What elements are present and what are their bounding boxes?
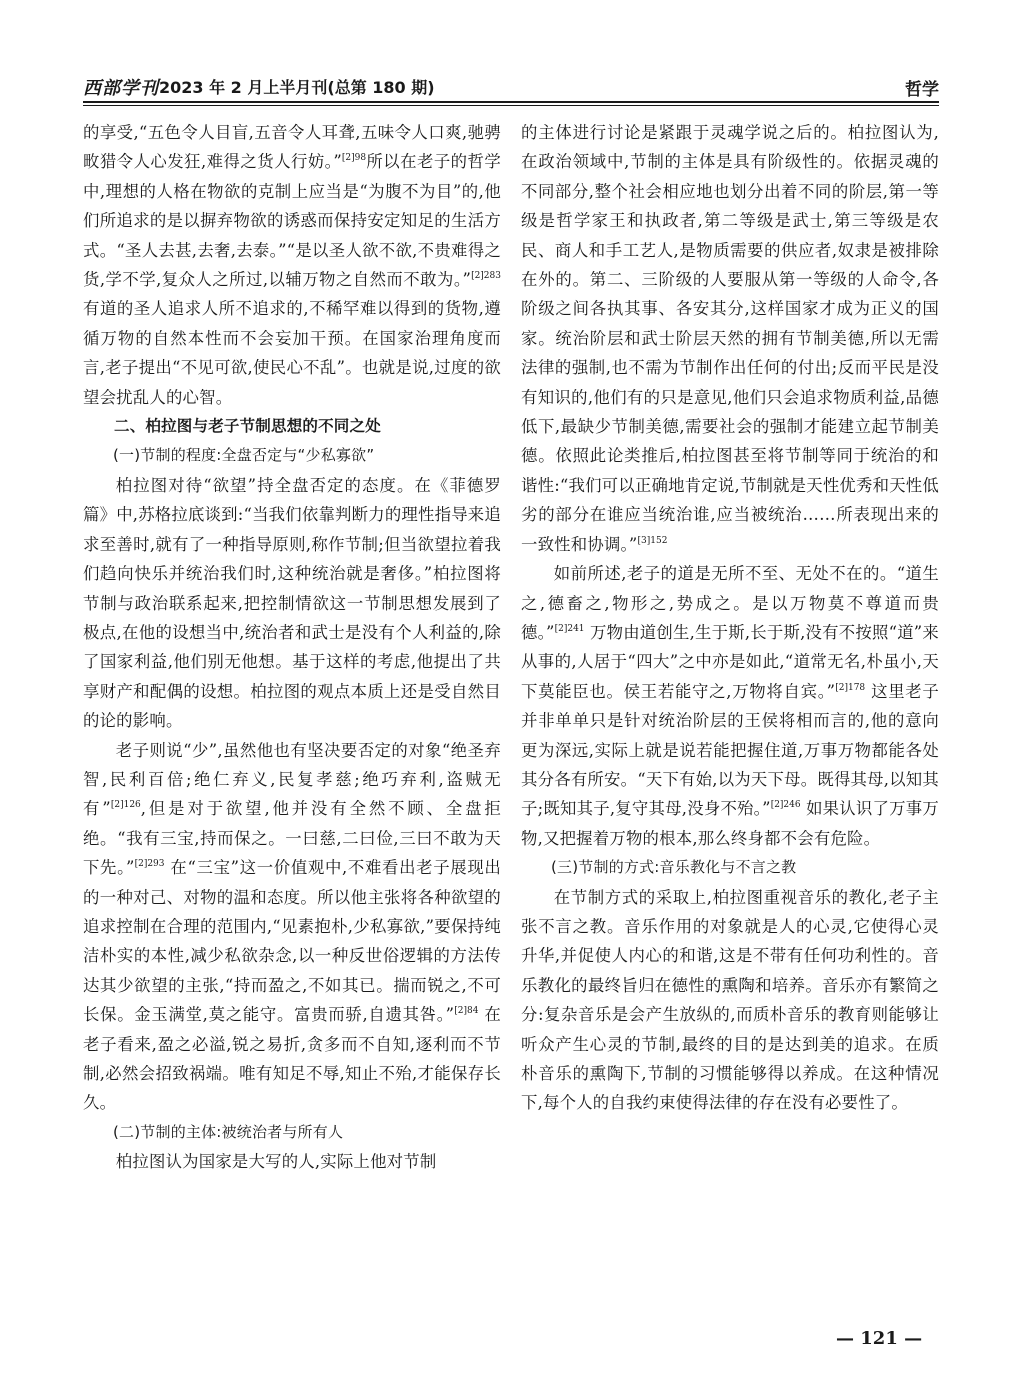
text-run: 在老子看来,盈之必溢,锐之易折,贪多而不自知,逐利而不节制,必然会招致祸端。唯有知足不辱,知止不殆,才能保存长久。 [83, 1005, 501, 1113]
subsection-heading: (二)节制的主体:被统治者与所有人 [113, 1122, 344, 1141]
citation: [2]293 [134, 859, 165, 870]
citation: [2]241 [554, 623, 585, 634]
page-number: — 121 — [836, 1328, 923, 1349]
header-rule-thick [83, 101, 939, 103]
text-run: 的主体进行讨论是紧跟于灵魂学说之后的。柏拉图认为,在政治领域中,节制的主体是具有阶级性的。依据灵魂的不同部分,整个社会相应地也划分出着不同的阶层,第一等级是哲学家王和执政者,第二等级是武士,第三等级是农民、商人和手工艺人,是物质需要的供应者,奴隶是被排除在外的。第二、三阶级的人要服从第一等级的人命令,各阶级之间各执其事、各安其分,这样国家才成为正义的国家。统治阶层和武士阶层天然的拥有节制美德,所以无需法律的强制,也不需为节制作出任何的付出;反而平民是没有知识的,他们有的只是意见,他们只会追求物质利益,品德低下,最缺少节制美德,需要社会的强制才能建立起节制美德。依照此论类推后,柏拉图甚至将节制等同于统治的和谐性:“我们可以正确地肯定说,节制就是天性优秀和天性低劣的部分在谁应当统治谁,应当被统治……所表现出来的一致性和协调。” [521, 123, 939, 554]
text-run: 所以在老子的哲学中,理想的人格在物欲的克制上应当是“为腹不为目”的,他们所追求的是以摒弃物欲的诱惑而保持安定知足的生活方式。“圣人去甚,去奢,去泰。”“是以圣人欲不欲,不贵难得之货,学不学,复众人之所过,以辅万物之自然而不敢为。” [83, 152, 501, 290]
text-run: 如前所述,老子的道是无所不至、无处不在的。“道生之,德畜之,物形之,势成之。是以万物莫不尊道而贵德。” [521, 564, 939, 642]
section-name: 哲学 [905, 80, 939, 100]
paragraph [83, 118, 501, 412]
right-column [521, 118, 939, 1118]
text-run: 如果认识了万事万物,又把握着万物的根本,那么终身都不会有危险。 [521, 799, 939, 848]
paragraph [83, 736, 501, 1118]
citation: [2]283 [471, 271, 501, 282]
text-run: 有道的圣人追求人所不追求的,不稀罕难以得到的货物,遵循万物的自然本性而不会妄加干预。在国家治理角度而言,老子提出“不见可欲,使民心不乱”。也就是说,过度的欲望会扰乱人的心智。 [83, 299, 501, 407]
left-column [83, 118, 501, 1177]
text-run: 这里老子并非单单只是针对统治阶层的王侯将相而言的,他的意向更为深远,实际上就是说若能把握住道,万事万物都能各处其分各有所安。“天下有始,以为天下母。既得其母,以知其子;既知其子,复守其母,没身不殆。” [521, 681, 939, 819]
citation: [2]126 [110, 800, 141, 811]
citation: [2]178 [835, 682, 866, 693]
text-run: 老子则说“少”,虽然他也有坚决要否定的对象“绝圣弃智,民利百倍;绝仁弃义,民复孝慈;绝巧弃利,盗贼无有” [83, 740, 501, 819]
citation: [2]84 [454, 1006, 479, 1017]
paragraph: 在节制方式的采取上,柏拉图重视音乐的教化,老子主张不言之教。音乐作用的对象就是人的心灵,它使得心灵升华,并促使人内心的和谐,这是不带有任何功利性的。音乐教化的最终旨归在德性的熏陶和培养。音乐亦有繁简之分:复杂音乐是会产生放纵的,而质朴音乐的教育则能够让听众产生心灵的节制,最终的目的是达到美的追求。在质朴音乐的熏陶下,节制的习惯能够得以养成。在这种情况下,每个人的自我约束使得法律的存在没有必要性了。 [521, 887, 939, 1113]
citation: [2]246 [770, 800, 801, 811]
text-run: 在“三宝”这一价值观中,不难看出老子展现出的一种对己、对物的温和态度。所以他主张将各种欲望的追求控制在合理的范围内,“见素抱朴,少私寡欲,”要保持纯洁朴实的本性,减少私欲杂念,以一种反世俗逻辑的方法传达其少欲望的主张,“持而盈之,不如其已。揣而锐之,不可长保。金玉满堂,莫之能守。富贵而骄,自遗其咎。” [83, 858, 502, 1025]
paragraph [521, 559, 939, 853]
section-heading: 二、柏拉图与老子节制思想的不同之处 [114, 417, 381, 436]
running-header [83, 72, 939, 106]
citation: [3]152 [637, 535, 668, 546]
paragraph: 柏拉图认为国家是大写的人,实际上他对节制 [115, 1152, 437, 1172]
citation: [2]98 [341, 153, 367, 164]
text-run: ,但是对于欲望,他并没有全然不顾、全盘拒绝。“我有三宝,持而保之。一曰慈,二曰俭,三曰不敢为天下先。” [83, 799, 501, 878]
paragraph [521, 118, 939, 559]
text-run: 万物由道创生,生于斯,长于斯,没有不按照“道”来从事的,人居于“四大”之中亦是如此,“道常无名,朴虽小,天下莫能臣也。侯王若能守之,万物将自宾。” [521, 622, 939, 701]
subsection-heading: (一)节制的程度:全盘否定与“少私寡欲” [113, 446, 375, 465]
text-run: 的享受,“五色令人目盲,五音令人耳聋,五味令人口爽,驰骋畋猎令人心发狂,难得之货人行妨。” [83, 123, 501, 172]
issue-info: 2023 年 2 月上半月刊(总第 180 期) [159, 78, 435, 97]
header-rule-thin [83, 105, 939, 106]
paragraph: 柏拉图对待“欲望”持全盘否定的态度。在《菲德罗篇》中,苏格拉底谈到:“当我们依靠判断力的理性指导来追求至善时,就有了一种指导原则,称作节制;但当欲望拉着我们趋向快乐并统治我们时,这种统治就是奢侈。”柏拉图将节制与政治联系起来,把控制情欲这一节制思想发展到了极点,在他的设想当中,统治者和武士是没有个人利益的,除了国家利益,他们别无他想。基于这样的考虑,他提出了共享财产和配偶的设想。柏拉图的观点本质上还是受自然目的论的影响。 [83, 475, 501, 731]
journal-logo: 西部学刊 [83, 78, 159, 99]
subsection-heading: (三)节制的方式:音乐教化与不言之教 [551, 858, 797, 877]
